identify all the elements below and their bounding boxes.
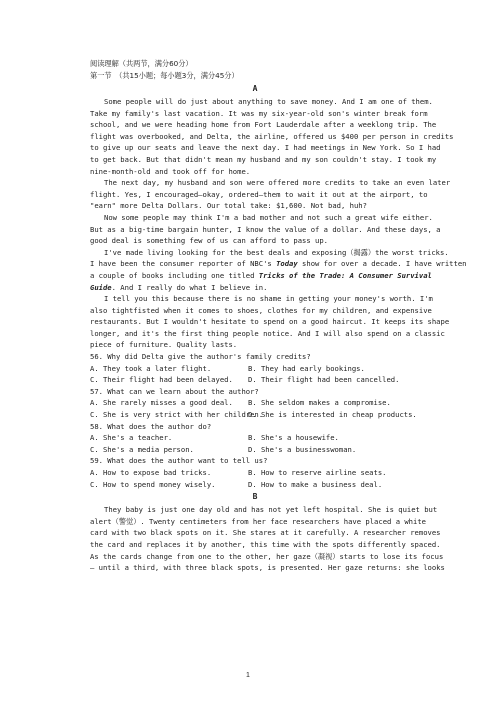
- paragraph-line: flight was overbooked, and Delta, the airline, offered us $400 per person in credits: [90, 131, 454, 141]
- option-row: [90, 397, 420, 409]
- paragraph-line: "earn" more Delta Dollars. Our total take: $1,600. Not bad, huh?: [90, 201, 367, 211]
- paragraph-line: But as a big-time bargain hunter, I know the value of a dollar. And these days, a: [90, 224, 441, 234]
- question-stem: 58. What does the author do?: [90, 421, 212, 431]
- option-c[interactable]: C. She's a media person.: [90, 444, 194, 454]
- text-run: a couple of books including one titled: [90, 270, 259, 280]
- question-58: [90, 421, 420, 456]
- passage-a-label: A: [252, 84, 258, 93]
- paragraph-line: alert（警觉）. Twenty centimeters from her face researchers have placed a white: [90, 516, 426, 526]
- option-a[interactable]: A. She's a teacher.: [90, 433, 173, 443]
- option-d[interactable]: D. She is interested in cheap products.: [248, 410, 417, 420]
- option-b[interactable]: B. They had early bookings.: [248, 363, 365, 373]
- paragraph-line: piece of furniture. Quality lasts.: [90, 340, 238, 350]
- paragraph-line: nine-month-old and took off for home.: [90, 166, 251, 176]
- option-row: [90, 467, 420, 479]
- text-run: show for over a decade. I have written: [297, 259, 467, 269]
- book-title: Tricks of the Trade: A Consumer Survival: [258, 270, 432, 280]
- option-row: [90, 432, 420, 444]
- page-number: 1: [246, 672, 250, 679]
- option-row: [90, 479, 420, 491]
- paragraph-line: good deal is something few of us can afford to pass up.: [90, 236, 328, 246]
- option-c[interactable]: C. Their flight had been delayed.: [90, 375, 233, 385]
- option-d[interactable]: D. She's a businesswoman.: [248, 444, 357, 454]
- passage-b: [90, 504, 445, 574]
- document-body: [90, 58, 467, 574]
- paragraph-line: school, and we were heading home from Fort Lauderdale after a weeklong trip. The: [90, 120, 437, 130]
- text-run: I have been the consumer reporter of NBC's: [90, 259, 277, 269]
- option-row: [90, 409, 420, 421]
- paragraph-line: the card and replaces it by another, this time with the spots differently spaced.: [90, 539, 441, 549]
- question-stem: 57. What can we learn about the author?: [90, 386, 259, 396]
- paragraph-line: — until a third, with three black spots, is presented. Her gaze returns: she looks: [90, 563, 445, 573]
- paragraph-line: [90, 270, 432, 282]
- paragraph-line: As the cards change from one to the other, her gaze（凝视）starts to lose its focus: [90, 551, 444, 561]
- paragraph-line: flight. Yes, I encouraged—okay, ordered—them to wait it out at the airport, to: [90, 189, 428, 199]
- passage-a: [90, 96, 467, 351]
- option-a[interactable]: A. She rarely misses a good deal.: [90, 398, 233, 408]
- paragraph-line: Take my family's last vacation. It was my six-year-old son's winter break form: [90, 108, 428, 118]
- paragraph-line: Now some people may think I'm a bad mother and not such a great wife either.: [104, 212, 433, 222]
- option-row: [90, 363, 420, 375]
- paragraph-line: card with two black spots on it. She stares at it carefully. A researcher removes: [90, 528, 441, 538]
- text-run: . And I really do what I believe in.: [111, 282, 268, 292]
- paragraph-line: I tell you this because there is no shame in getting your money's worth. I'm: [104, 294, 433, 304]
- paragraph-line: [90, 258, 467, 270]
- paragraph-line: They baby is just one day old and has not yet left hospital. She is quiet but: [104, 505, 438, 515]
- option-a[interactable]: A. They took a later flight.: [90, 363, 212, 373]
- question-stem: 56. Why did Delta give the author's family credits?: [90, 352, 311, 362]
- question-57: [90, 386, 420, 421]
- paragraph-line: longer, and it's the first thing people notice. And I will also spend on a classic: [90, 328, 445, 338]
- option-d[interactable]: D. Their flight had been cancelled.: [248, 375, 400, 385]
- paragraph-line: The next day, my husband and son were offered more credits to take an even later: [104, 178, 451, 188]
- passage-b-label: B: [252, 492, 258, 502]
- paragraph-line: I've made living looking for the best deals and exposing（揭露）the worst tricks.: [104, 247, 449, 257]
- question-59: [90, 455, 420, 490]
- option-d[interactable]: D. How to make a business deal.: [248, 479, 383, 489]
- section-heading: 第一节 （共15小题；每小题3分，满分45分）: [90, 71, 239, 80]
- paragraph-line: also tightfisted when it comes to shoes, clothes for my children, and expensive: [90, 305, 432, 315]
- question-stem: 59. What does the author want to tell us?: [90, 456, 268, 466]
- part-heading: 阅读理解（共两节，满分60分）: [90, 59, 193, 68]
- show-title: Today: [276, 259, 298, 269]
- book-title-end: Guide: [90, 282, 112, 292]
- option-c[interactable]: C. She is very strict with her children.: [90, 410, 264, 420]
- question-list: [90, 351, 420, 490]
- paragraph-line: Some people will do just about anything to save money. And I am one of them.: [104, 97, 433, 106]
- paragraph-line: to get back. But that didn't mean my husband and my son couldn't stay. I took my: [90, 154, 437, 164]
- option-row: [90, 444, 420, 456]
- option-b[interactable]: B. How to reserve airline seats.: [248, 468, 387, 477]
- question-56: [90, 351, 420, 386]
- option-row: [90, 374, 420, 386]
- option-b[interactable]: B. She seldom makes a compromise.: [248, 398, 391, 408]
- paragraph-line: [90, 282, 420, 294]
- option-c[interactable]: C. How to spend money wisely.: [90, 479, 216, 489]
- paragraph-line: to give up our seats and leave the next day. I had meetings in New York. So I had: [90, 143, 441, 153]
- paragraph-line: restaurants. But I wouldn't hesitate to spend on a good haircut. It keeps its shape: [90, 317, 450, 327]
- option-b[interactable]: B. She's a housewife.: [248, 433, 339, 443]
- option-a[interactable]: A. How to expose bad tricks.: [90, 468, 212, 477]
